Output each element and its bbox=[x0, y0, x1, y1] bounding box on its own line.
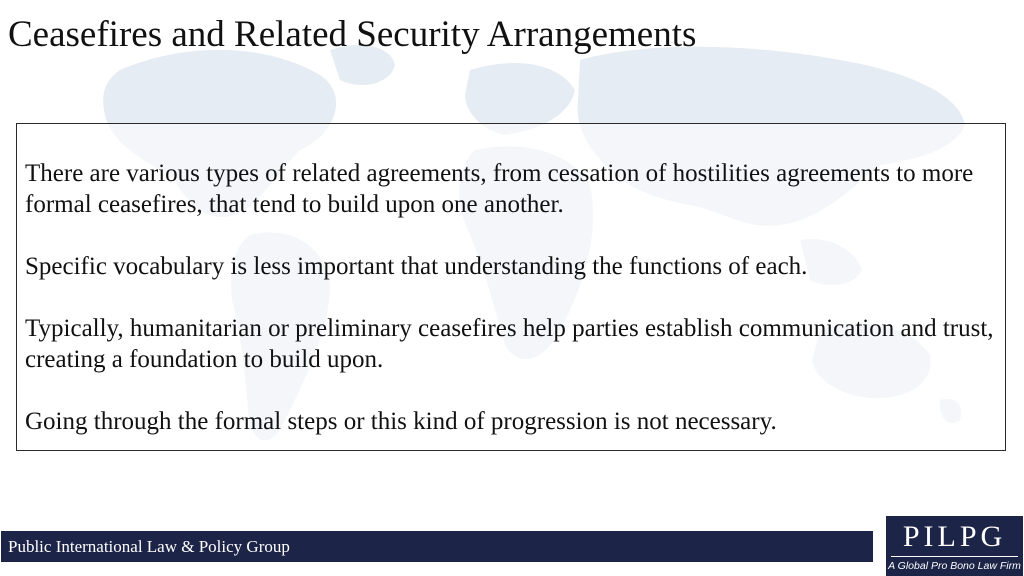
logo-tagline: A Global Pro Bono Law Firm bbox=[888, 560, 1021, 572]
footer-organization-name: Public International Law & Policy Group bbox=[8, 536, 290, 556]
slide-title: Ceasefires and Related Security Arrangements bbox=[8, 14, 697, 55]
logo-divider bbox=[891, 556, 1018, 557]
logo-name: PILPG bbox=[902, 520, 1007, 553]
pilpg-logo bbox=[886, 516, 1023, 576]
paragraph-formal-steps: Going through the formal steps or this kind of progression is not necessary. bbox=[25, 408, 777, 435]
paragraph-vocabulary: Specific vocabulary is less important that understanding the functions of each. bbox=[25, 253, 808, 280]
footer-bar bbox=[1, 531, 873, 562]
content-box bbox=[16, 123, 1006, 451]
paragraph-humanitarian-ceasefires: Typically, humanitarian or preliminary ceasefires help parties establish communication and trust, creating a foundation to build upon. bbox=[25, 315, 994, 373]
paragraph-agreement-types: There are various types of related agreements, from cessation of hostilities agreements to more formal ceasefires, that tend to build upon one another. bbox=[25, 160, 974, 218]
